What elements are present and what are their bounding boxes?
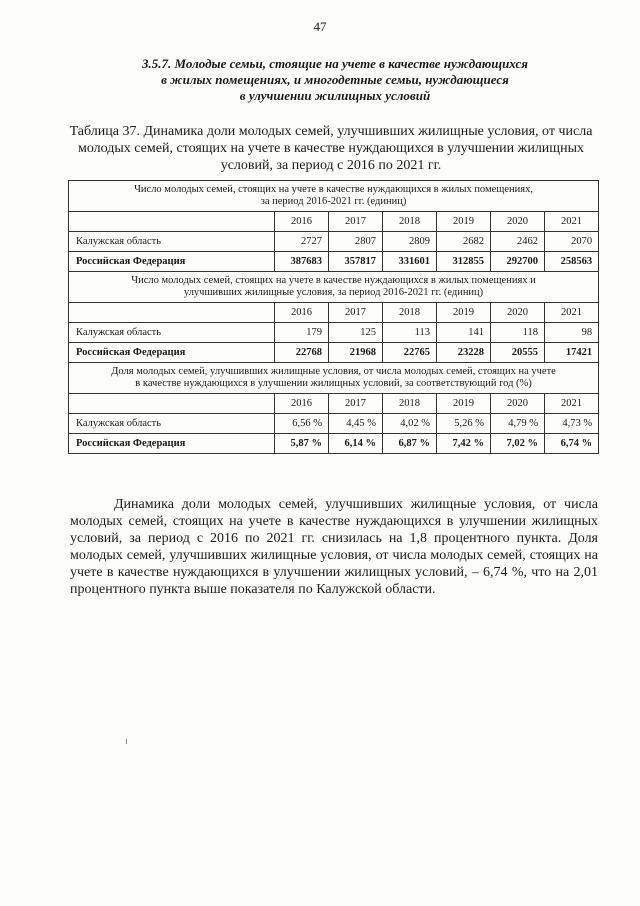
section-heading-line: в улучшении жилищных условий <box>239 88 431 103</box>
table-year-cell: 2020 <box>491 212 545 232</box>
table-value-cell: 23228 <box>437 343 491 363</box>
table-year-cell: 2017 <box>329 212 383 232</box>
table-value-cell: 5,26 % <box>437 414 491 434</box>
table-block-title-line: Число молодых семей, стоящих на учете в качестве нуждающихся в жилых помещениях, <box>134 184 533 195</box>
table-value-cell: 98 <box>545 323 599 343</box>
table-region-cell: Российская Федерация <box>69 252 275 272</box>
table-year-cell: 2018 <box>383 303 437 323</box>
data-table <box>68 180 599 454</box>
table-value-cell: 20555 <box>491 343 545 363</box>
table-year-cell: 2021 <box>545 212 599 232</box>
table-block-header-row <box>69 181 599 212</box>
table-value-cell: 7,42 % <box>437 434 491 454</box>
table-caption <box>66 123 596 174</box>
table-empty-cell <box>69 394 275 414</box>
table-value-cell: 6,14 % <box>329 434 383 454</box>
table-year-row <box>69 303 599 323</box>
table-value-cell: 4,45 % <box>329 414 383 434</box>
table-value-cell: 2809 <box>383 232 437 252</box>
table-year-cell: 2018 <box>383 394 437 414</box>
table-region-cell: Российская Федерация <box>69 434 275 454</box>
table-year-cell: 2021 <box>545 394 599 414</box>
table-value-cell: 6,87 % <box>383 434 437 454</box>
table-value-cell: 22768 <box>275 343 329 363</box>
table-caption-line: Таблица 37. Динамика доли молодых семей, улучшивших жилищные условия, от числа <box>69 124 593 139</box>
table-row <box>69 343 599 363</box>
table-value-cell: 118 <box>491 323 545 343</box>
table-year-cell: 2016 <box>275 394 329 414</box>
table-value-cell: 2727 <box>275 232 329 252</box>
table-value-cell: 258563 <box>545 252 599 272</box>
table-value-cell: 312855 <box>437 252 491 272</box>
table-block-title <box>69 363 599 394</box>
table-value-cell: 6,74 % <box>545 434 599 454</box>
table-row <box>69 232 599 252</box>
table-row <box>69 414 599 434</box>
table-value-cell: 5,87 % <box>275 434 329 454</box>
table-block-header-row <box>69 272 599 303</box>
table-caption-line: условий, за период с 2016 по 2021 гг. <box>220 158 442 173</box>
table-block-title-line: Доля молодых семей, улучшивших жилищные условия, от числа молодых семей, стоящих на учете <box>111 366 556 377</box>
table-block-title-line: улучшивших жилищные условия, за период 2016-2021 гг. (единиц) <box>183 287 484 298</box>
table-block-title-line: Число молодых семей, стоящих на учете в качестве нуждающихся в жилых помещениях и <box>131 275 536 286</box>
table-value-cell: 4,73 % <box>545 414 599 434</box>
table-row <box>69 323 599 343</box>
table-value-cell: 387683 <box>275 252 329 272</box>
table-value-cell: 179 <box>275 323 329 343</box>
section-heading-line: 3.5.7. Молодые семьи, стоящие на учете в качестве нуждающихся <box>142 56 528 71</box>
table-year-cell: 2017 <box>329 394 383 414</box>
table-region-cell: Российская Федерация <box>69 343 275 363</box>
table-value-cell: 125 <box>329 323 383 343</box>
table-year-cell: 2016 <box>275 212 329 232</box>
table-region-cell: Калужская область <box>69 232 275 252</box>
section-heading-line: в жилых помещениях, и многодетные семьи, нуждающиеся <box>161 72 509 87</box>
table-empty-cell <box>69 303 275 323</box>
table-year-cell: 2020 <box>491 394 545 414</box>
table-block-title-line: в качестве нуждающихся в улучшении жилищных условий, за соответствующий год (%) <box>135 378 532 389</box>
table-region-cell: Калужская область <box>69 323 275 343</box>
table-block-title <box>69 181 599 212</box>
body-paragraph: Динамика доли молодых семей, улучшивших жилищные условия, от числа молодых семей, стоящих на учете в качестве нуждающихся в улучшении жилищных условий, за период с 2016 по 2021 гг. снизилась на 1,8 процентного пункта. Доля молодых семей, улучшивших жилищные условия, от числа молодых семей, стоящих на учете в качестве нуждающихся в улучшении жилищных условий, – 6,74 %, что на 2,01 процентного пункта выше показателя по Калужской области. <box>70 497 598 597</box>
table-row <box>69 252 599 272</box>
table-year-cell: 2016 <box>275 303 329 323</box>
table-year-cell: 2018 <box>383 212 437 232</box>
table-region-cell: Калужская область <box>69 414 275 434</box>
table-empty-cell <box>69 212 275 232</box>
table-value-cell: 2070 <box>545 232 599 252</box>
table-year-cell: 2019 <box>437 394 491 414</box>
table-row <box>69 434 599 454</box>
table-value-cell: 141 <box>437 323 491 343</box>
table-year-cell: 2017 <box>329 303 383 323</box>
scan-mark <box>126 739 127 744</box>
table-value-cell: 6,56 % <box>275 414 329 434</box>
table-year-row <box>69 394 599 414</box>
table-year-cell: 2019 <box>437 303 491 323</box>
table-value-cell: 7,02 % <box>491 434 545 454</box>
table-value-cell: 2462 <box>491 232 545 252</box>
table-caption-line: молодых семей, стоящих на учете в качестве нуждающихся в улучшении жилищных <box>78 141 584 156</box>
table-year-cell: 2020 <box>491 303 545 323</box>
table-value-cell: 113 <box>383 323 437 343</box>
table-value-cell: 22765 <box>383 343 437 363</box>
table-value-cell: 21968 <box>329 343 383 363</box>
table-block-header-row <box>69 363 599 394</box>
table-value-cell: 2807 <box>329 232 383 252</box>
section-heading <box>100 56 570 104</box>
table-value-cell: 2682 <box>437 232 491 252</box>
table-value-cell: 17421 <box>545 343 599 363</box>
page-number: 47 <box>313 19 327 34</box>
table-value-cell: 4,02 % <box>383 414 437 434</box>
table-value-cell: 357817 <box>329 252 383 272</box>
table-value-cell: 331601 <box>383 252 437 272</box>
table-block-title <box>69 272 599 303</box>
table-year-cell: 2021 <box>545 303 599 323</box>
table-year-row <box>69 212 599 232</box>
table-value-cell: 4,79 % <box>491 414 545 434</box>
table-value-cell: 292700 <box>491 252 545 272</box>
table-block-title-line: за период 2016-2021 гг. (единиц) <box>260 196 407 207</box>
table-year-cell: 2019 <box>437 212 491 232</box>
